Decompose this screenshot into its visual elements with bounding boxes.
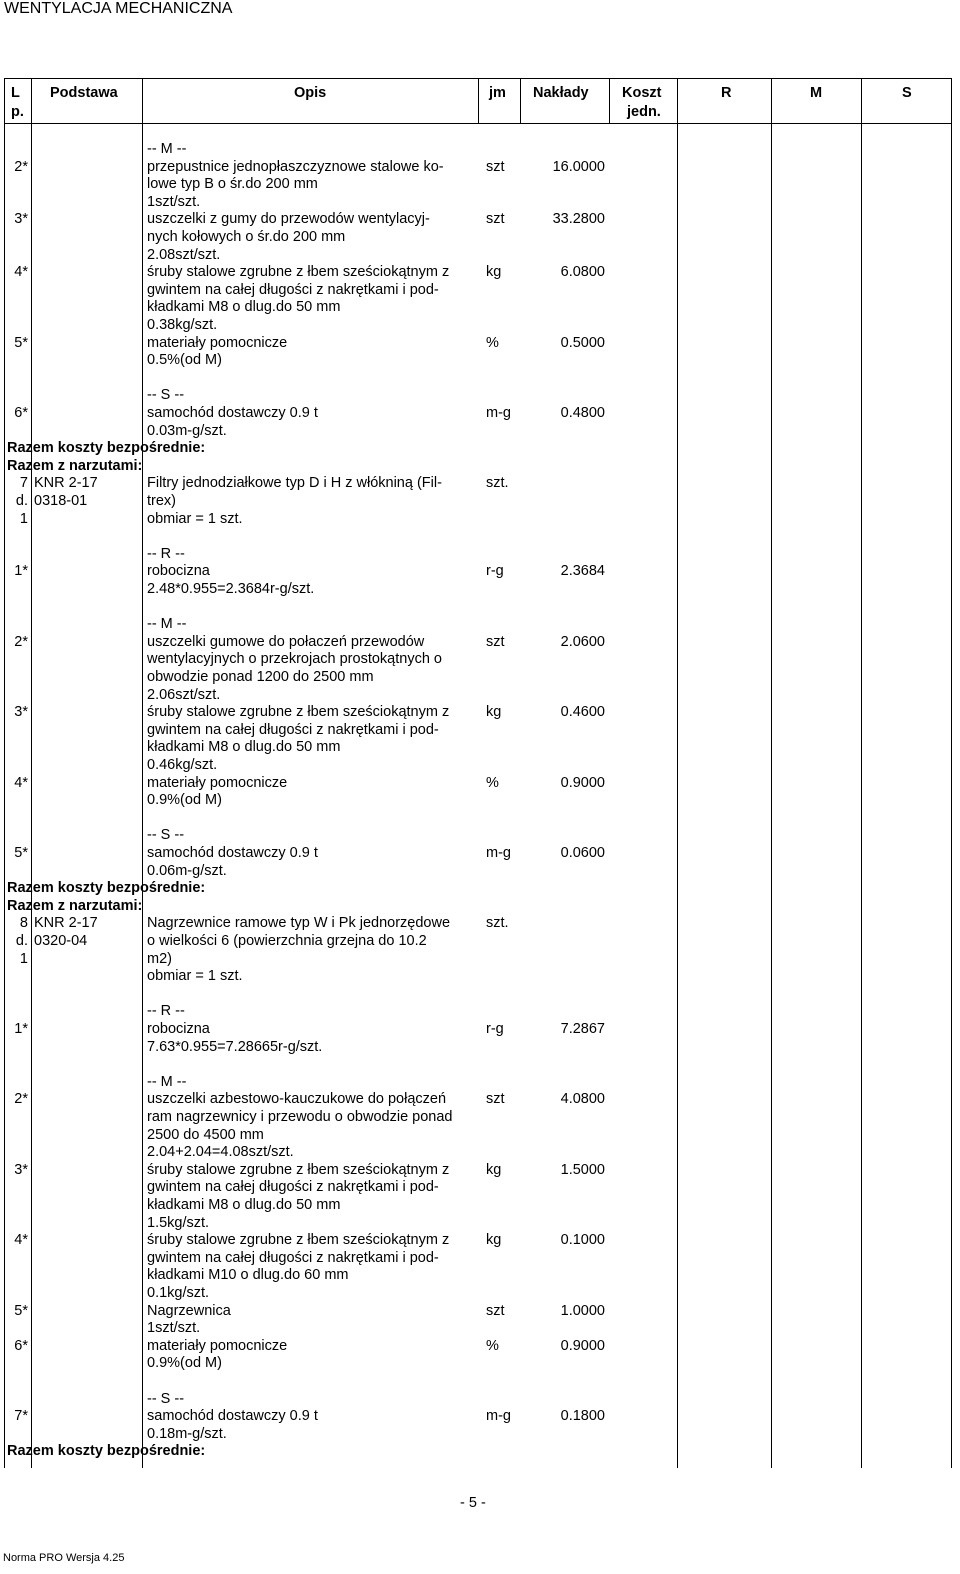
row-opis: samochód dostawczy 0.9 t [147,1408,318,1425]
row-opis: 1szt/szt. [147,193,201,210]
row-opis: -- R -- [147,1003,185,1020]
row-lp: 3* [14,211,28,228]
row-naklady: 0.1000 [560,1232,605,1249]
row-podstawa: KNR 2-17 [34,475,98,492]
row-jm: kg [486,704,502,721]
row-naklady: 0.9000 [560,774,605,791]
row-opis: samochód dostawczy 0.9 t [147,405,318,421]
col-header-koszt-jedn: jedn. [627,104,661,120]
row-lp: 3* [14,1161,28,1178]
col-header-m: M [810,85,823,101]
row-opis: materiały pomocnicze [147,774,288,791]
row-opis: 1szt/szt. [147,1320,201,1337]
row-lp: 4* [14,774,28,791]
row-jm: kg [486,1232,502,1249]
row-opis: uszczelki z gumy do przewodów wentylacyj- [147,211,430,228]
row-jm: szt. [486,915,509,932]
row-naklady: 2.0600 [560,633,605,650]
col-header-koszt: Koszt [622,85,662,101]
row-opis: lowe typ B o śr.do 200 mm [147,176,318,193]
row-jm: szt [486,633,505,650]
row-opis: 0.38kg/szt. [147,317,218,333]
row-lp: 8 [19,915,28,932]
row-jm: szt [486,1091,505,1108]
row-opis: -- S -- [147,387,185,404]
row-opis: kładkami M8 o dlug.do 50 mm [147,299,341,316]
row-opis: -- M -- [147,1073,187,1090]
row-jm: kg [486,1161,502,1178]
row-lp: 7* [14,1408,28,1425]
row-opis: -- M -- [147,616,187,633]
row-naklady: 0.1800 [560,1408,605,1425]
row-lp: d. [15,493,28,509]
row-opis: -- M -- [147,141,187,157]
row-naklady: 2.3684 [560,563,605,580]
row-lp: 4* [14,1232,28,1249]
col-header-lp-2: p. [11,104,24,120]
row-opis: 2.04+2.04=4.08szt/szt. [147,1144,294,1161]
summary-row-label: Razem z narzutami: [7,897,143,914]
row-opis: -- S -- [147,827,185,844]
row-jm: szt [486,158,505,175]
row-opis: 0.46kg/szt. [147,757,218,773]
row-opis: gwintem na całej długości z nakrętkami i pod- [147,721,439,738]
row-jm: % [486,774,499,791]
row-opis: gwintem na całej długości z nakrętkami i pod- [147,1249,439,1266]
row-opis: trex) [147,493,176,509]
row-opis: Filtry jednodziałkowe typ D i H z włókniną (Fil- [147,475,442,492]
col-header-podstawa: Podstawa [50,85,118,101]
row-jm: m-g [486,1408,511,1425]
row-opis: 0.9%(od M) [147,1355,222,1372]
row-jm: szt. [486,475,509,492]
row-opis: gwintem na całej długości z nakrętkami i pod- [147,281,439,298]
col-header-jm: jm [489,85,506,101]
row-jm: szt [486,211,505,228]
row-opis: Nagrzewnica [147,1302,231,1319]
row-opis: 2.06szt/szt. [147,686,221,703]
row-naklady: 33.2800 [552,211,605,228]
row-lp: 2* [14,1091,28,1108]
col-header-opis: Opis [294,85,327,101]
row-opis: obmiar = 1 szt. [147,968,243,985]
row-jm: % [486,334,499,351]
row-lp: 2* [14,633,28,650]
row-opis: samochód dostawczy 0.9 t [147,845,318,861]
row-opis: 2.48*0.955=2.3684r-g/szt. [147,581,315,597]
row-opis: 0.5%(od M) [147,352,222,369]
row-opis: robocizna [147,563,210,580]
row-naklady: 16.0000 [552,158,605,175]
row-opis: nych kołowych o śr.do 200 mm [147,229,346,245]
row-opis: 0.1kg/szt. [147,1285,210,1301]
row-jm: r-g [486,563,504,580]
row-opis: uszczelki azbestowo-kauczukowe do połączeń [147,1091,447,1108]
row-lp: 5* [14,1302,28,1319]
row-opis: -- R -- [147,545,185,562]
row-jm: r-g [486,1021,504,1037]
row-lp: 6* [14,405,28,421]
row-lp: d. [15,933,28,949]
row-opis: gwintem na całej długości z nakrętkami i pod- [147,1179,439,1196]
col-header-naklady: Nakłady [533,85,589,101]
row-opis: 7.63*0.955=7.28665r-g/szt. [147,1038,323,1055]
row-naklady: 0.4800 [560,405,605,421]
summary-row-label: Razem koszty bezpośrednie: [7,880,206,897]
row-naklady: 0.9000 [560,1337,605,1354]
row-opis: materiały pomocnicze [147,1337,288,1354]
row-lp: 6* [14,1337,28,1354]
row-lp: 7 [19,475,28,492]
row-podstawa: 0320-04 [34,933,88,949]
row-podstawa: KNR 2-17 [34,915,98,932]
row-jm: m-g [486,845,511,861]
row-opis: 2500 do 4500 mm [147,1126,264,1143]
row-opis: 0.18m-g/szt. [147,1425,227,1442]
row-lp: 1* [14,1021,28,1037]
row-opis: -- S -- [147,1390,185,1407]
row-opis: kładkami M10 o dlug.do 60 mm [147,1267,349,1284]
row-opis: robocizna [147,1021,210,1037]
row-opis: Nagrzewnice ramowe typ W i Pk jednorzędowe [147,915,451,932]
row-podstawa: 0318-01 [34,493,88,509]
row-opis: śruby stalowe zgrubne z łbem sześciokątnym z [147,1161,450,1178]
row-lp: 2* [14,158,28,175]
summary-row-label: Razem koszty bezpośrednie: [7,1443,206,1460]
row-jm: m-g [486,405,511,421]
row-opis: obmiar = 1 szt. [147,510,243,527]
col-header-s: S [902,85,912,101]
row-lp: 1 [19,510,28,527]
row-opis: 2.08szt/szt. [147,246,221,263]
row-opis: wentylacyjnych o przekrojach prostokątnych o [147,651,442,668]
row-naklady: 1.0000 [560,1302,605,1319]
row-opis: kładkami M8 o dlug.do 50 mm [147,1197,341,1213]
row-naklady: 6.0800 [560,264,605,281]
row-naklady: 7.2867 [560,1021,605,1037]
row-lp: 1* [14,563,28,580]
page-number: - 5 - [460,1495,486,1511]
row-opis: przepustnice jednopłaszczyznowe stalowe ko- [147,158,444,175]
row-opis: o wielkości 6 (powierzchnia grzejna do 10.2 [147,933,427,949]
row-opis: ram nagrzewnicy i przewodu o obwodzie ponad [147,1109,453,1125]
row-lp: 4* [14,264,28,281]
row-jm: kg [486,264,502,281]
row-lp: 5* [14,334,28,351]
summary-row-label: Razem z narzutami: [7,457,143,474]
summary-row-label: Razem koszty bezpośrednie: [7,440,206,457]
row-opis: materiały pomocnicze [147,334,288,351]
row-opis: obwodzie ponad 1200 do 2500 mm [147,669,374,685]
row-lp: 1 [19,950,28,967]
row-opis: 0.06m-g/szt. [147,862,227,879]
page-header-title: WENTYLACJA MECHANICZNA [4,0,233,17]
col-header-r: R [721,85,732,101]
row-naklady: 0.0600 [560,845,605,861]
row-naklady: 0.4600 [560,704,605,721]
row-opis: śruby stalowe zgrubne z łbem sześciokątnym z [147,704,450,721]
row-lp: 3* [14,704,28,721]
row-opis: kładkami M8 o dlug.do 50 mm [147,739,341,756]
row-jm: % [486,1337,499,1354]
row-opis: 0.9%(od M) [147,792,222,809]
row-naklady: 4.0800 [560,1091,605,1108]
row-opis: śruby stalowe zgrubne z łbem sześciokątnym z [147,1232,450,1249]
row-opis: śruby stalowe zgrubne z łbem sześciokątnym z [147,264,450,281]
row-opis: 1.5kg/szt. [147,1214,210,1231]
row-opis: 0.03m-g/szt. [147,422,227,439]
software-version: Norma PRO Wersja 4.25 [3,1552,125,1564]
row-lp: 5* [14,845,28,861]
row-opis: uszczelki gumowe do połaczeń przewodów [147,633,425,650]
row-naklady: 0.5000 [560,334,605,351]
row-opis: m2) [147,950,172,967]
row-jm: szt [486,1302,505,1319]
row-naklady: 1.5000 [560,1161,605,1178]
col-header-lp-1: L [11,85,20,101]
